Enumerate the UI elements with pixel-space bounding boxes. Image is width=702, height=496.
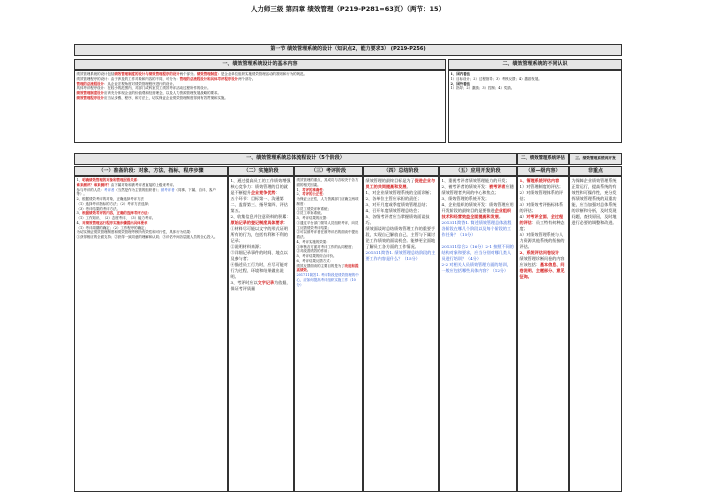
text-segment: 改进和提高绩效 bbox=[296, 263, 359, 273]
text-segment: 201311简答1. 简述绩效管理总体流程各阶段在哪几个阶段以及每个阶段的工作任务？（15分） 201311综合2（16分）2-1 按照不同的结构对象和要求，应当分别对哪几类人员进行培训？（4分） 2-2 对相关人员绩效管理方面的培训，一般应包括哪些具体内容？（12分） bbox=[441, 220, 514, 273]
text-segment: 管理的总流程设计和具体考评程序设计 bbox=[179, 76, 239, 81]
phase-heading-prep-text: （一）准备阶段：对象、方法、指标、程序步骤 bbox=[98, 168, 204, 174]
phase-heading-application bbox=[439, 166, 517, 176]
text-segment: 1、 bbox=[76, 178, 83, 182]
text-segment: 201511简答1. 绩效管理总结阶段的主要工作内容是什么？（15分） bbox=[365, 250, 436, 261]
phase-body-prep bbox=[74, 176, 228, 492]
phase-heading-evaluation bbox=[517, 166, 569, 176]
text-segment: ： 五个环节：目标第一、沟通第二、监督第三、指导第四、评估第五。 2、收集信息并注意资料的积累： bbox=[230, 190, 291, 219]
text-segment: 明确绩效管理的对象和管理层级关系 bbox=[82, 178, 138, 182]
evaluation-heading-text: 二、绩效管理系统评估 bbox=[521, 156, 565, 161]
phase-heading-redevelopment-text: 非重点 bbox=[587, 168, 603, 174]
text-segment: （1）考评周期的确定；（2）工作程序的确定； 为切实保证绩效管理制度和绩效管理考核所有效性和可行性，具体行为结果： ①获得相应的全面支持；②获得一致同意的理解和认同；③评估中间各层级人员的全心投入。 bbox=[76, 225, 218, 239]
text-segment: 应当从步骤、程序、和方法上，切实保证企业绩效管理制度得到有效贯彻和实施。 bbox=[104, 95, 228, 100]
phase-heading-evaluate bbox=[294, 166, 363, 176]
phase-heading-application-text: （五）应用开发阶段 bbox=[455, 168, 501, 174]
text-segment: ：员工特有何种态度； 5）对绩效管理系统与人力资源其他系统的衔接的评估。 bbox=[519, 220, 565, 249]
text-segment: ： 为保证公正性，人力资源部门应确立两项制度： ①员工绩效评审系统； ②员工申诉系统。 3、考评结果的反馈： ①通过平台部门领导人员组织考评，向员工反馈绩效考评结果； ②可以被考评者在被考评后的面谈中提出看法。 4、考评实施的效果： ①审核各方面对考评工作的认同程度； ②对改善绩效的作用； 5、考评结果的综合评价。 6、考评结果反馈方式： 绩效反馈面谈的主要目的是为了 bbox=[296, 192, 359, 268]
text-segment: 绩效管理程序设计 bbox=[76, 95, 105, 100]
text-segment: 促进企业与员工的共同提高和发展 bbox=[365, 178, 436, 189]
text-segment: ： 2、 bbox=[296, 187, 327, 197]
document-title: 人力师三级 第四章 绩效管理（P219-P281=63页）（两节：15） bbox=[250, 5, 446, 13]
text-segment: 为保障企业绩效管理系统正常运行，提高系统的有效性和可操作性，充分发挥绩效管理系统的双重功能，应当加强对总体系统的诊断和分析，及时发现问题，查找原因，及时地进行必要的调整和改进。 bbox=[571, 178, 617, 225]
text-segment: 1）指导；2）激励；3）控制；4）奖励。 bbox=[450, 86, 515, 91]
text-segment: 绩效管理系统的设计包括 bbox=[76, 72, 115, 76]
text-segment: （1）工作知识、（2）态度考评、（3）能力考评。 4、 bbox=[76, 216, 156, 225]
phase-heading-prep bbox=[74, 166, 228, 176]
text-segment: 被考评者 bbox=[160, 187, 175, 192]
text-segment: 应该充分体现企业的价值观和经营理念，以及人力资源管理发展战略的要求。 bbox=[104, 91, 221, 95]
panel-b-heading bbox=[448, 59, 622, 70]
text-segment: 1、管理系统评估内容 bbox=[519, 178, 560, 183]
text-segment: 基本信息、问卷说明、主题部分、意见征询。 bbox=[519, 262, 565, 279]
text-segment: 对绩效管理运行程序实施步骤提出具体要求 bbox=[82, 220, 148, 225]
phase-heading-summary bbox=[363, 166, 439, 176]
phase-body-implement bbox=[228, 176, 294, 492]
text-segment: 由下属对象和被考评者直接的上级来考评。 参与考评的人员： bbox=[76, 182, 177, 192]
text-segment: 2、国外看法 bbox=[450, 81, 471, 86]
text-segment: 根据绩效考评的内容，正确的选择考评方法： bbox=[82, 211, 151, 216]
text-segment: 企业组织技术和经营效益全面提高和发展 bbox=[441, 208, 512, 219]
text-segment: 两个部分。 bbox=[179, 72, 197, 76]
panel-a-body bbox=[74, 70, 446, 143]
text-segment: 1、国内看法 bbox=[450, 72, 471, 76]
text-segment: 。 bbox=[306, 268, 311, 273]
section-header bbox=[74, 44, 622, 56]
text-segment: 对考评全面、全过程的评估 bbox=[519, 214, 564, 225]
text-segment: 绩效管理诊断问卷的内容应该包括： bbox=[519, 256, 565, 267]
text-segment: 企业竞争优势 bbox=[250, 190, 276, 195]
text-segment: 绩效管理制度： bbox=[196, 72, 221, 76]
text-segment: 应随绩效管理者共同的中心和焦点； 3、绩效管理的系统开发； 4、企业组织的绩效开发：绩效管理应用开发阶段的最终目的是要推进 bbox=[441, 184, 514, 213]
phase-body-evaluation bbox=[517, 176, 569, 492]
text-segment: 为依据，保证考评质量 bbox=[230, 280, 291, 291]
text-segment: 绩效管理的最终目标是为了 bbox=[365, 178, 415, 183]
text-segment: ：从企业宏观角度对绩效管理程序进行的设计。 具体考评程序设计：在较小的范围内，对部门或科室员工绩效考评活动过程所作的设计。 bbox=[76, 81, 211, 91]
panel-b-body bbox=[448, 70, 622, 143]
text-segment: 绩效管理制度设计 bbox=[76, 91, 105, 95]
phase-heading-implement-text: （二）实施阶段 bbox=[243, 168, 279, 174]
redevelopment-heading-text: 三、绩效管理系统再开发 bbox=[575, 156, 616, 160]
text-segment: （当然是作为主管的组织者）； bbox=[114, 187, 161, 192]
text-segment: 两个部分。 bbox=[238, 76, 256, 81]
phase-body-redevelopment bbox=[569, 176, 622, 492]
text-segment: ： bbox=[137, 178, 141, 182]
text-segment: 1、通过提高员工的工作绩效增强核心竞争力：绩效管理的目的就是不断提升 bbox=[230, 178, 291, 195]
redevelopment-heading bbox=[569, 153, 622, 165]
panel-a-heading-text: 一、绩效管理系统设计的基本内容 bbox=[222, 61, 298, 67]
phase-heading-implement bbox=[228, 166, 294, 176]
text-segment: 考评的准确性 bbox=[302, 187, 323, 192]
phase-heading-redevelopment bbox=[569, 166, 622, 176]
section-header-text: 第一节 绩效管理系统的设计（知识点2，能力要求3） (P219-P256) bbox=[270, 46, 426, 52]
worksheet bbox=[74, 0, 622, 496]
text-segment: 。 bbox=[498, 214, 503, 219]
text-segment: 被考评者 bbox=[489, 184, 506, 189]
panel-b-heading-text: 二、绩效管理系统的不同认识 bbox=[502, 61, 568, 67]
text-segment: （同事、下属、自评、客户等）。 2、根据绩效考评的对象，正确选择考评方法 （1）选择考评指标的方法；（2）考评方法选择； （3）考评结果的考评方法。 3、 bbox=[76, 187, 216, 216]
evaluation-heading bbox=[517, 153, 569, 165]
phase-heading-evaluate-text: （三）考评阶段 bbox=[310, 168, 346, 174]
phase-body-summary bbox=[363, 176, 439, 492]
text-segment: ： ①材料尽可能以文字的形式证明所有的行为，包括有利和不利的记录； ②说明材料来源； ③详细记录事件的时间、地点以及参与者； ④描述员工行为时，应尽可能对行为过程、环境和结果做出说明。 3、考评时应以 bbox=[230, 220, 288, 285]
phase-heading-summary-text: （四）总结阶段 bbox=[383, 168, 419, 174]
text-segment: 绩效管理制度的设计与绩效管理程序的设计 bbox=[114, 72, 180, 76]
text-segment: 1、重视考评者绩效管理能力的开发； 2、被考评者的绩效开发： bbox=[441, 178, 510, 189]
text-segment: 2、系统评估问卷设计 bbox=[519, 250, 560, 255]
text-segment: 绩效管理的重点，其成功与否取决于各方面的相关因素。 1、 bbox=[296, 178, 359, 192]
text-segment: 考评者 bbox=[104, 187, 115, 192]
phase-body-application bbox=[439, 176, 517, 492]
text-segment: 1）目标设计；2）过程指导；3）考核反馈；4）激励发展。 bbox=[450, 76, 542, 81]
text-segment: 是企业单位组织实施绩效管理活动的准则和行为的规范。 绩效管理程序的设计：由于涉及的工作对象和内容的不同，可分为： bbox=[76, 72, 307, 81]
panel-a-heading bbox=[74, 59, 446, 70]
text-segment: 管理的总流程设计 bbox=[76, 81, 105, 86]
text-segment: 文字记录 bbox=[257, 280, 275, 285]
text-segment: 1）对管理制度的评估； 2）对绩效管理体系的评估； 3）对绩效考评指标体系的评估； 4） bbox=[519, 184, 564, 219]
overall-flow-heading-text: 一、绩效管理系统总体流程设计（5个阶段） bbox=[246, 155, 345, 161]
phase-body-evaluate bbox=[294, 176, 363, 492]
text-segment: 谁来测评？谁来测评？ bbox=[76, 182, 111, 187]
overall-flow-heading bbox=[74, 153, 517, 165]
text-segment: 考评的公正性 bbox=[302, 192, 323, 197]
text-segment: 。 1、对企业绩效管理系统的全面诊断； 2、各单位主管应承担的责任； 3、对开月度或季度绩效管理总结； 4、召开年度绩效管理总结会； 5、各级考评者应当掌握绩效面谈技巧。 绩效面谈时总结绩效管理工作的重要手段，实现自己解放自己，主管与下属讨论工作绩效的面谈机会。能够更全面地了解员工各方面的工作情况。 bbox=[365, 184, 436, 249]
text-segment: 原始记录的登记制度具体要求 bbox=[230, 220, 284, 225]
phase-heading-evaluation-text: （原—级内容） bbox=[525, 168, 561, 174]
text-segment: 201711简答1. 考评阶段是绩效管理的中心，应如何提高考评组织实施工作（10分） bbox=[296, 273, 359, 287]
